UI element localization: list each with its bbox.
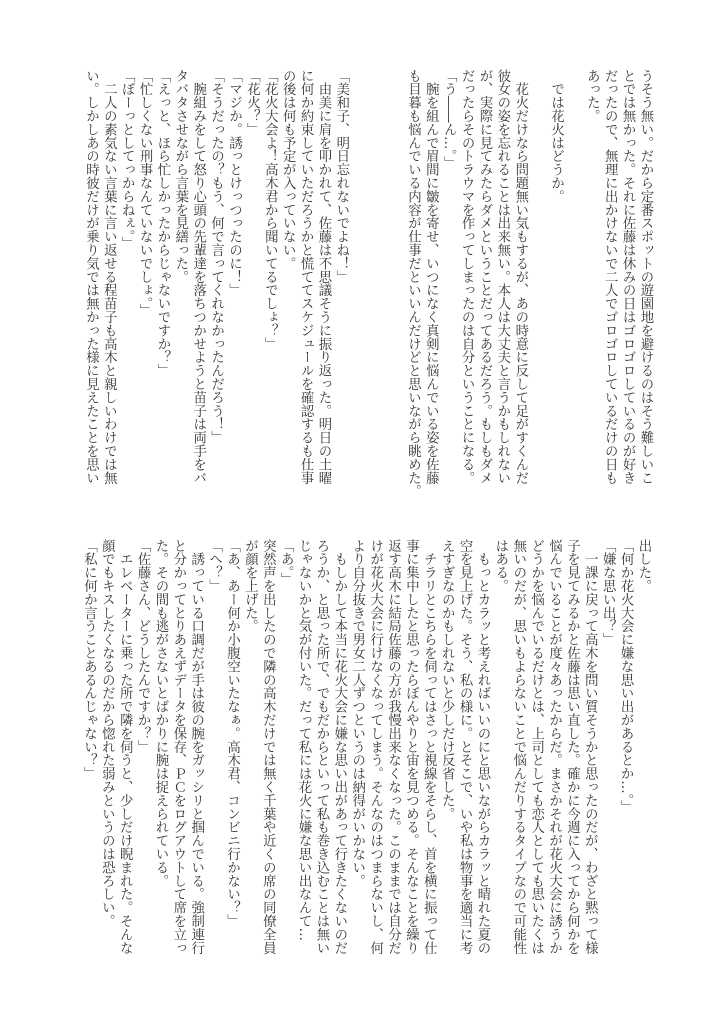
dialogue-column: 「何か花火大会に嫌な思い出があるとか…。」 bbox=[618, 539, 634, 814]
dialogue-column: 「花火？」 bbox=[244, 69, 260, 136]
dialogue-column: 「忙しくない刑事なんていないでしょ。」 bbox=[137, 69, 153, 317]
dialogue-column: 「花火大会よ！高木君から聞いてるでしょ？」 bbox=[262, 69, 278, 351]
dialogue-column: 「嫌な思い出？」 bbox=[600, 539, 616, 647]
text-column: あった。 bbox=[584, 69, 600, 123]
text-column: とでは無かった。それに佐藤は休みの日はゴロゴロしているのが好き bbox=[620, 69, 636, 485]
dialogue-column: 「えっと、ほら忙しかったからじゃないですか？」 bbox=[154, 69, 170, 378]
text-column: 腕を組んで眉間に皺を寄せ、いつになく真剣に悩んでいる姿を佐藤 bbox=[423, 69, 439, 485]
text-column: と分かってとりあえずデータを保存、ＰＣをログアウトして席を立っ bbox=[170, 539, 186, 955]
text-column: もしかして本当に花火大会に嫌な思い出があって行きたくないのだ bbox=[331, 539, 347, 955]
text-column: 一課に戻って高木を問い質そうかと思ったのだが、わざと黙って様 bbox=[582, 539, 598, 955]
text-column: もっとカラッと考えればいいのにと思いながらカラッと晴れた夏の bbox=[474, 539, 490, 955]
text-column: ろうか、と思った所で、でもだからといって私も巻き込むことは無い bbox=[313, 539, 329, 955]
blank-column bbox=[350, 69, 368, 485]
text-column: 無いのだが、思いもよらないことで悩んだりするタイプなので可能性 bbox=[510, 539, 526, 955]
lower-text-block bbox=[80, 539, 653, 955]
blank-column bbox=[565, 69, 583, 485]
text-column: 悩んでいることが度々あったからだ。まさかそれが花火大会に誘うか bbox=[546, 539, 562, 955]
text-column: が顔を上げた。 bbox=[242, 539, 258, 633]
text-column: うそう無い。だから定番スポットの遊園地を避けるのはそう難しいこ bbox=[638, 69, 653, 485]
text-column: 二人の素気ない言葉に言い返せる程苗子も高木と親しいわけでは無 bbox=[101, 69, 117, 485]
text-column: けが花火大会に行けなくなってしまう。そんなのはつまらないし、何 bbox=[367, 539, 383, 955]
text-column: が、実際に見てみたらダメということだってあるだろう。もしもダメ bbox=[476, 69, 492, 485]
dialogue-column: 「私に何か言うことあるんじゃない？」 bbox=[81, 539, 97, 781]
text-column: だったらそのトラウマを作ってしまったのは自分ということになる。 bbox=[459, 69, 475, 485]
blank-column bbox=[529, 69, 547, 485]
dialogue-column: 「佐藤さん、どうしたんですか？」 bbox=[135, 539, 151, 754]
text-column: い。しかしあの時彼だけが乗り気では無かった様に見えたことを思い bbox=[83, 69, 99, 485]
text-column: タバタさせながら言葉を見繕った。 bbox=[172, 69, 188, 284]
blank-column bbox=[368, 69, 386, 485]
text-column: えすぎなのかもしれないと少しだけ反省した。 bbox=[439, 539, 455, 821]
text-column: 彼女の姿を忘れることは出来無い。本人は大丈夫と言うかもしれない bbox=[494, 69, 510, 485]
text-column: はある。 bbox=[492, 539, 508, 593]
text-column: 出した。 bbox=[636, 539, 651, 593]
text-column: じゃないかと気が付いた。だって私には花火に嫌な思い出なんて… bbox=[296, 539, 312, 941]
text-column: 突然声を出したので隣の高木だけでは無く千葉や近くの席の同僚全員 bbox=[260, 539, 276, 955]
upper-text-block bbox=[82, 69, 655, 498]
dialogue-column: 「マジか。誘っとけっつったのに！」 bbox=[226, 69, 242, 297]
blank-column bbox=[386, 69, 404, 485]
text-column: 顔でもキスしたくなるのだから惚れた弱みというのは恐ろしい。 bbox=[99, 539, 115, 928]
text-column: 事に集中したと思ったらぼんやりと宙を見つめる。そんなことを繰り bbox=[403, 539, 419, 955]
text-column: 誘っている口調だが手は彼の腕をガッシリと掴んでいる。強制連行 bbox=[188, 539, 204, 955]
text-column: も目暮も悩んでいる内容が仕事だといいんだけどと思いながら眺めた。 bbox=[405, 69, 421, 498]
text-column: では花火はどうか。 bbox=[548, 69, 564, 203]
text-column: だったので、無理に出かけないで二人でゴロゴロしているだけの日も bbox=[602, 69, 618, 485]
text-column: どうかを悩んでいるだけとは、上司としても恋人としても思いたくは bbox=[528, 539, 544, 955]
text-column: 由美に肩を叩かれて、佐藤は不思議そうに振り返った。明日の土曜 bbox=[315, 69, 331, 485]
text-column: チラリとこちらを伺ってはさっと視線をそらし、首を横に振って仕 bbox=[421, 539, 437, 955]
text-column: 空を見上げた。そう、私の様に。とそこで、いや私は物事を適当に考 bbox=[457, 539, 473, 955]
text-column: に何か約束していただろうかと慌ててスケジュールを確認するも仕事 bbox=[298, 69, 314, 485]
text-column: エレベーターに乗った所で隣を伺うと、少しだけ睨まれた。そんな bbox=[117, 539, 133, 955]
dialogue-column: 「あ。」 bbox=[278, 539, 294, 586]
dialogue-column: 「う――ん…。」 bbox=[441, 69, 457, 170]
text-column: の後は何も予定が入っていない。 bbox=[280, 69, 296, 270]
dialogue-column: 「ぼーっとしてっからねぇ。」 bbox=[119, 69, 135, 250]
text-column: た。その間も逃がさないとばかりに腕は捉えられている。 bbox=[152, 539, 168, 888]
text-column: より自分抜きで男女二人ずつというのは納得がいかない。 bbox=[349, 539, 365, 888]
dialogue-column: 「あ、あー何か小腹空いたなぁ。高木君、コンビニ行かない？」 bbox=[224, 539, 240, 928]
text-column: 花火だけなら問題無い気もするが、あの時意に反して足がすくんだ bbox=[512, 69, 528, 485]
text-column: 腕組みをして怒り心頭の先輩達を落ちつかせようと苗子は両手をバ bbox=[190, 69, 206, 485]
text-column: 子を見てみるかと佐藤は思い直した。確かに今週に入ってから何かを bbox=[564, 539, 580, 955]
text-column: 返す高木に結局佐藤の方が我慢出来なくなった。このままでは自分だ bbox=[385, 539, 401, 955]
dialogue-column: 「そうだったの？もう、何で言ってくれなかったんだろう！」 bbox=[208, 69, 224, 445]
dialogue-column: 「美和子、明日忘れないでよね！」 bbox=[333, 69, 349, 284]
dialogue-column: 「へ？」 bbox=[206, 539, 222, 593]
